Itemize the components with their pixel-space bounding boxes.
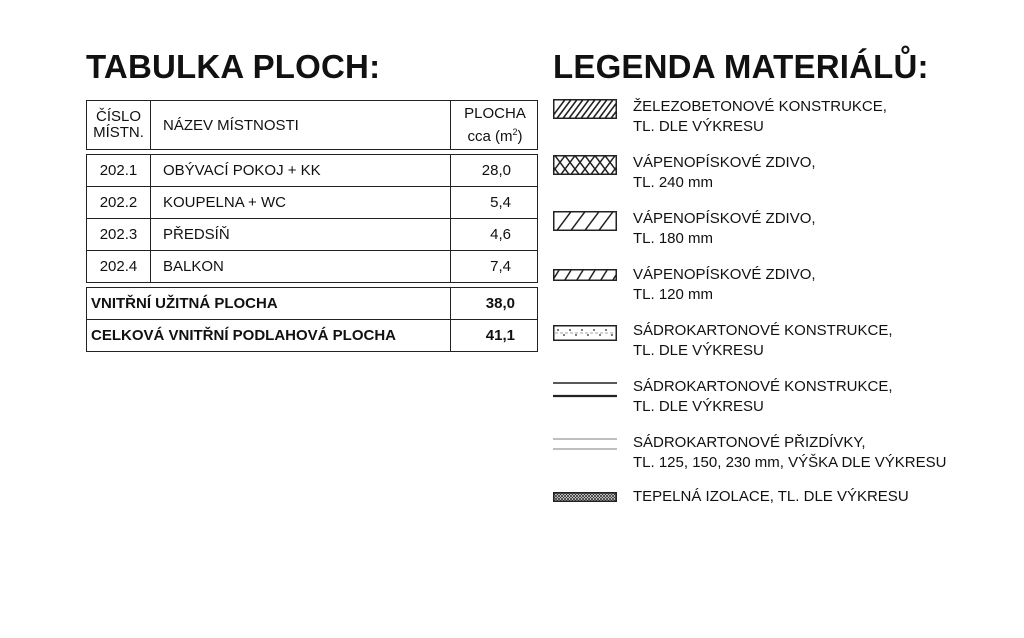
table-row [86, 251, 538, 283]
table-row [86, 187, 538, 219]
room-number: 202.1 [87, 155, 151, 186]
legend-text-line1: SÁDROKARTONOVÉ KONSTRUKCE, [633, 378, 893, 395]
legend-text-line1: SÁDROKARTONOVÉ PŘIZDÍVKY, [633, 434, 866, 451]
header-room-name: NÁZEV MÍSTNOSTI [151, 101, 451, 149]
total-label: VNITŘNÍ UŽITNÁ PLOCHA [87, 288, 451, 319]
room-name: OBÝVACÍ POKOJ + KK [151, 155, 451, 186]
room-name: BALKON [151, 251, 451, 282]
header-area-line1: PLOCHA [464, 104, 526, 122]
area-table-title: TABULKA PLOCH: [86, 48, 381, 85]
room-name: KOUPELNA + WC [151, 187, 451, 218]
total-row-floor-area [86, 320, 538, 352]
legend-text [633, 487, 909, 507]
header-area-unit-suffix: ) [517, 127, 523, 145]
room-area: 7,4 [490, 258, 511, 275]
total-row-usable-area [86, 287, 538, 320]
legend-text-line1: VÁPENOPÍSKOVÉ ZDIVO, [633, 154, 816, 171]
area-table [86, 100, 538, 352]
legend-text-line2: TL. 180 mm [633, 230, 714, 247]
double-line-icon [553, 379, 617, 399]
legend-text-line2: TL. 120 mm [633, 286, 714, 303]
legend-title: LEGENDA MATERIÁLŮ: [553, 48, 929, 85]
room-number: 202.4 [87, 251, 151, 282]
legend-text-line1: VÁPENOPÍSKOVÉ ZDIVO, [633, 210, 816, 227]
legend-text [633, 97, 887, 137]
total-label: CELKOVÁ VNITŘNÍ PODLAHOVÁ PLOCHA [87, 320, 451, 351]
legend-text-line2: TL. DLE VÝKRESU [633, 342, 764, 359]
header-area [451, 101, 539, 149]
legend-text-line1: TEPELNÁ IZOLACE, TL. DLE VÝKRESU [633, 488, 909, 505]
room-number: 202.3 [87, 219, 151, 250]
header-room-number [87, 101, 151, 149]
room-area: 5,4 [490, 194, 511, 211]
legend-text-line1: ŽELEZOBETONOVÉ KONSTRUKCE, [633, 98, 887, 115]
thin-hatch-icon [553, 269, 617, 281]
total-value: 38,0 [485, 295, 515, 312]
table-header-row [86, 100, 538, 150]
room-name: PŘEDSÍŇ [151, 219, 451, 250]
legend-text [633, 377, 893, 417]
header-area-unit-prefix: cca (m [467, 127, 513, 145]
thin-double-line-icon [553, 435, 617, 455]
legend-text-line2: TL. 240 mm [633, 174, 714, 191]
room-area: 4,6 [490, 226, 511, 243]
total-value: 41,1 [485, 327, 515, 344]
drywall-pattern-icon [553, 323, 617, 343]
table-row [86, 219, 538, 251]
header-area-unit [467, 123, 522, 146]
sparse-hatch-icon [553, 211, 617, 231]
diagonal-hatch-icon [553, 99, 617, 119]
header-room-number-line1: ČÍSLO [95, 108, 141, 125]
legend-text-line2: TL. 125, 150, 230 mm, VÝŠKA DLE VÝKRESU [633, 454, 947, 471]
legend-text-line1: VÁPENOPÍSKOVÉ ZDIVO, [633, 266, 816, 283]
header-area-unit-sup: 2 [512, 126, 518, 137]
header-room-number-line2: MÍSTN. [93, 124, 144, 141]
cross-hatch-icon [553, 155, 617, 175]
legend-text-line2: TL. DLE VÝKRESU [633, 118, 764, 135]
legend-text-line1: SÁDROKARTONOVÉ KONSTRUKCE, [633, 322, 893, 339]
legend-text-line2: TL. DLE VÝKRESU [633, 398, 764, 415]
legend-text [633, 433, 946, 473]
room-number: 202.2 [87, 187, 151, 218]
insulation-mesh-icon [553, 490, 617, 504]
room-area: 28,0 [481, 162, 511, 179]
legend-text [633, 321, 893, 361]
table-row [86, 154, 538, 187]
legend-text [633, 153, 816, 193]
legend-text [633, 209, 816, 249]
legend-text [633, 265, 816, 305]
